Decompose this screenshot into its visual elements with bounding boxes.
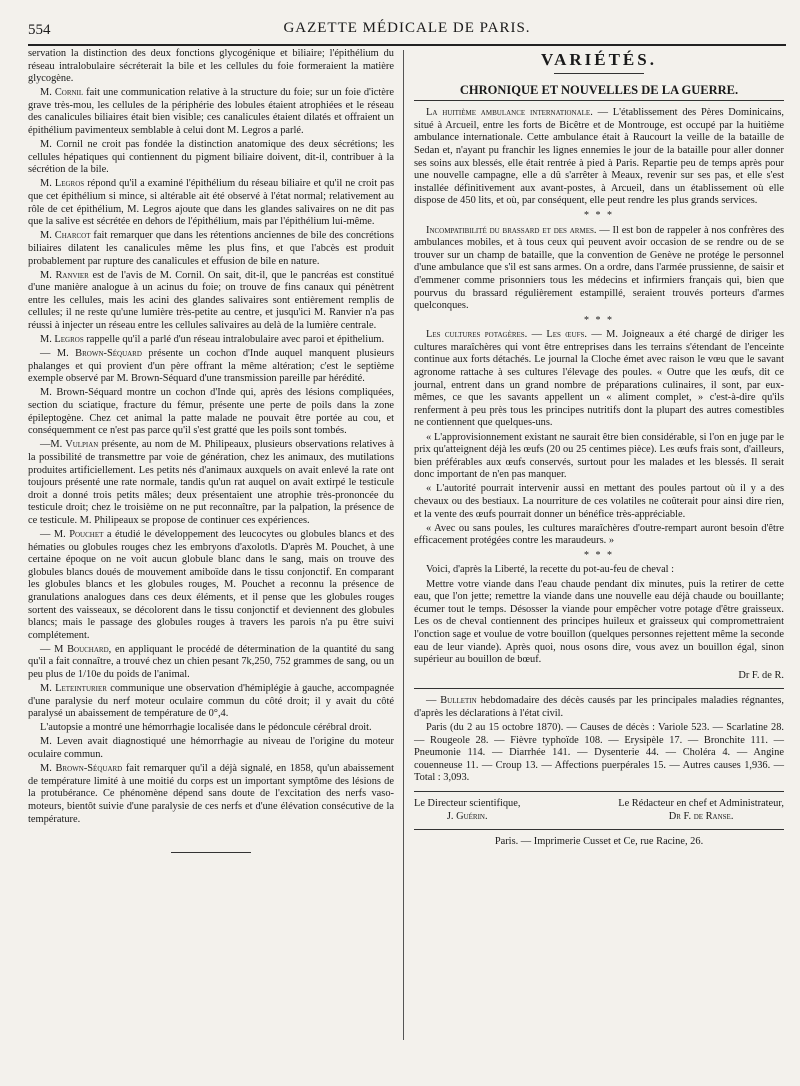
credit-editor: Le Rédacteur en chef et Administrateur, Dr F. de Ranse. [618,797,784,822]
bulletin: — Bulletin hebdomadaire des décès causés par les principales maladies régnantes, d'après les déclarations à l'état civil. [414,695,784,719]
page-header [28,18,786,46]
column-divider [403,50,404,1040]
section-subtitle: CHRONIQUE ET NOUVELLES DE LA GUERRE. [459,82,739,97]
right-column [414,48,784,849]
end-rule [171,852,251,853]
paragraph: M. Ranvier est de l'avis de M. Cornil. On sait, dit-il, que le pancréas est constitué d'une manière analogue à un acinus du foie; on trouve de fins canaux qui pénètrent entre les cellules, mais les acini des glandes salivaires sont entièrement remplis de cellules; il ne reste qu'une lumière très-petite au centre, et jusqu'ici M. Ranvier n'a pas réussi à injecter un réseau entre les cellules salivaires au delà de la lumière centrale. [28,269,394,331]
running-title: GAZETTE MÉDICALE DE PARIS. [283,20,531,36]
paragraph: Mettre votre viande dans l'eau chaude pendant dix minutes, puis la retirer de cette eau, que l'on jette; remettre la viande dans une nouvelle eau déjà chaude ou bouillante; écumer tout le temps. Désosser la viande pour empêcher votre potage d'être graisseux. Les os de cheval contiennent des principes huileux et graisseux qui compromettraient l'onction sage et voulue de votre bouillon (quelques personnes rejettent même la seconde eau de leur viande). Après quoi, nous osons dire, vous avez un bouillon égal, sinon supérieur au bouillon de bœuf. [414,578,784,666]
stars-separator: * * * [584,209,614,221]
page-number: 554 [28,22,51,38]
article: La huitième ambulance internationale. — L'établissement des Pères Dominicains, situé à Arcueil, entre les forts de Bicêtre et de Montrouge, est occupé par la huitième ambulance internationale. Cette ambulance était à Raucourt la veille de la bataille de Sedan et, n'ayant pu franchir les lignes ennemies le jour de la bataille pour aller donner ses soins aux blessés, elle était rentrée à pied à Paris. Repartie peu de temps après pour une nouvelle campagne, elle a dû s'arrêter à Meaux, revenir sur ses pas, et elle s'est installée définitivement aux avant-postes, à Arcueil, dans un établissement où elle dispose de 450 lits, et où, par conséquent, elle peut rendre les plus grands services. [414,107,784,207]
paragraph: M. Legros rappelle qu'il a parlé d'un réseau intralobulaire avec paroi et épithelium. [40,334,385,346]
divider [414,688,784,689]
paragraph: M. Brown-Séquard montre un cochon d'Inde qui, après des lésions compliquées, section du sciatique, fracture du fémur, présente une perte de poils dans la zone épileptogène. Chez cet animal la patte malade ne pouvait être portée au cou, et conséquemment ce n'est pas parce qu'il s'est gratté que les poils sont tombés. [28,387,394,437]
stars-separator: * * * [584,549,614,561]
credit-director: Le Directeur scientifique, J. Guérin. [414,797,521,822]
section-title: VARIÉTÉS. [541,50,657,69]
paragraph: — M Bouchard, en appliquant le procédé de détermination de la quantité du sang qu'il a fait connaître, a trouvé chez un chien pesant 7k,250, 752 grammes de sang, ou un peu plus de 1/10e du poids de l'animal. [28,643,395,680]
paragraph: M. Cornil fait une communication relative à la structure du foie; sur un foie d'ictère grave très-mou, les cellules de la périphérie des lobules étaient atrophiées et le réseau des canalicules biliaires était bien visible; ces canalicules étaient dilatés et offraient un épithélium pavimenteux semblable à celui dont M. Legros a parlé. [28,87,394,137]
paragraph: servation la distinction des deux fonctions glycogénique et biliaire; l'épithélium du réseau intralobulaire sécréterait la bile et les cellules du foie formeraient la matière glycogène. [28,48,394,85]
left-column [28,48,394,853]
paragraph: M. Leteinturier communique une observation d'hémiplégie à gauche, accompagnée d'une paralysie du nerf moteur oculaire commun du côté droit; il y avait du côté paralysé un abaissement de température de 0°,4. [28,683,394,720]
title-rule [554,73,644,74]
paragraph: « L'approvisionnement existant ne saurait être bien considérable, si l'on en juge par le prix qu'atteignent déjà les œufs (20 ou 25 centimes pièce). Les œufs frais sont, d'ailleurs, bien préférables aux œufs conservés, surtout pour les malades et les blessés. Il serait donc important de n'en pas manquer. [414,431,784,481]
paragraph: M. Legros répond qu'il a examiné l'épithélium du réseau biliaire et qu'il ne croit pas que cet épithélium si mince, si altérable ait été observé à l'état normal; relativement au rôle de cet épithélium, M. Legros ajoute que dans les glandes salivaires on ne dit pas que la salive est sécrétée en dehors de l'épithélium, mais par l'épithélium lui-même. [28,178,394,228]
credits [414,798,784,823]
paragraph: — M. Pouchet a étudié le développement des leucocytes ou globules blancs et des hématies ou globules rouges chez les embryons d'axolotls. D'après M. Pouchet, à une certaine époque on ne voit aucun globule blanc dans le sang, mais on trouve des globules blancs doués de mouvement amiboïde dans le tissu conjonctif. En comparant les globules blancs et les globules rouges, M. Pouchet a reconnu la présence de granulations analogues dans ces deux éléments, et il pense que les globules rouges sortent des vaisseaux, se décolorent dans le tissu conjonctif et deviennent des globules blancs; mais le passage des globules rouges à travers les parois n'a pu être suivi complétement. [28,528,394,641]
paragraph: M. Cornil ne croit pas fondée la distinction anatomique des deux sécrétions; les cellules hépatiques qui contiennent du pigment biliaire doivent, dit-il, contribuer à la sécrétion de la bile. [28,139,394,176]
article: Les cultures potagères. — Les œufs. — M. Joigneaux a été chargé de diriger les cultures maraîchères qui vont être entreprises dans les terrains s'étendant de l'enceinte continue aux forts détachés. Le journal la Cloche émet avec raison le vœu que le savant agronome rattache à ses cultures l'élevage des poules. « Outre que les œufs, dit ce journal, entrent dans un grand nombre de préparations culinaires, il sont, par eux-mêmes, ce que les savants appellent un « aliment complet, » c'est-à-dire qu'ils renferment à peu près tous les principes nutritifs dont la plupart des autres comestibles ne contiennent que quelques-uns. [414,329,784,429]
paragraph: Voici, d'après la Liberté, la recette du pot-au-feu de cheval : [426,564,675,576]
paragraph: M. Charcot fait remarquer que dans les rétentions anciennes de bile des concrétions biliaires dilatent les canalicules même les plus fins, et que l'abcès est produit probablement par rupture des canalicules et effusion de bile en nature. [28,230,394,267]
divider [414,829,784,830]
article: Incompatibilité du brassard et des armes. — Il est bon de rappeler à nos confrères des ambulances mobiles, et à tous ceux qui peuvent avoir occasion de se rendre ou de se trouver sur un champ de bataille, que la convention de Genève ne protége le personnel d'une ambulance que s'il est sans armes. On a ordre, dans l'armée prussienne, de saisir et d'emmener comme prisonniers tous les médecins et infirmiers français qui, bien que pourvus du brassard régulièrement estampillé, seraient trouvés porteurs d'armes quelconques. [414,224,785,312]
printer-line: Paris. — Imprimerie Cusset et Ce, rue Racine, 26. [494,836,704,848]
paragraph: M. Brown-Séquard fait remarquer qu'il a déjà signalé, en 1858, qu'un abaissement de température limité à une moitié du corps est un important symptôme des lésions de la protubérance. Ce phénomène dépend sans doute de l'excitation des nerfs vaso-moteurs, bientôt suivie d'une paralysie de ces nerfs et d'une élévation consécutive de la température. [28,763,395,825]
stars-separator: * * * [584,314,614,326]
paragraph: « Avec ou sans poules, les cultures maraîchères d'outre-rempart auront besoin d'être efficacement protégées contre les maraudeurs. » [414,522,784,547]
paragraph: L'autopsie a montré une hémorrhagie localisée dans le pédoncule cérébral droit. [40,722,372,734]
divider [414,791,784,792]
paragraph: — M. Brown-Séquard présente un cochon d'Inde auquel manquent plusieurs phalanges et qui provient d'un père offrant la même altération; c'est le septième exemple observé par M. Brown-Séquard d'une transmission pareille par hérédité. [28,348,394,385]
paragraph: M. Leven avait diagnostiqué une hémorrhagie au niveau de l'origine du moteur oculaire commun. [28,736,394,761]
bulletin-stats: Paris (du 2 au 15 octobre 1870). — Causes de décès : Variole 523. — Scarlatine 28. — Rougeole 28. — Fièvre typhoïde 108. — Erysipèle 17. — Bronchite 111. — Pneumonie 114. — Diarrhée 141. — Dysenterie 44. — Choléra 4. — Angine couenneuse 11. — Croup 13. — Affections puerpérales 15. — Autres causes 1,936. — Total : 3,093. [414,722,784,784]
paragraph: —M. Vulpian présente, au nom de M. Philipeaux, plusieurs observations relatives à la possibilité de transmettre par voie de génération, chez les animaux, des mutilations produites artificiellement. Les petits nés d'animaux auxquels on avait enlevé la rate ont toujours présenté une rate normale, tandis qu'un rat auquel on avait extirpé le testicule droit a donné trois petits mâles; deux présentaient une atrophie très-prononcée du testicule droit; chez le troisième on ne put reconnaître, par la palpation, la présence de ce testicule. M. Philipeaux se propose de continuer ces expériences. [28,439,394,526]
subtitle-rule [414,100,784,101]
paragraph: « L'autorité pourrait intervenir aussi en mettant des poules partout où il y a des chevaux ou des bestiaux. La nourriture de ces volatiles ne coûterait pour ainsi dire rien, et la vente des œufs pourrait donner un bénéfice très-appréciable. [414,483,784,520]
signature: Dr F. de R. [738,669,784,681]
